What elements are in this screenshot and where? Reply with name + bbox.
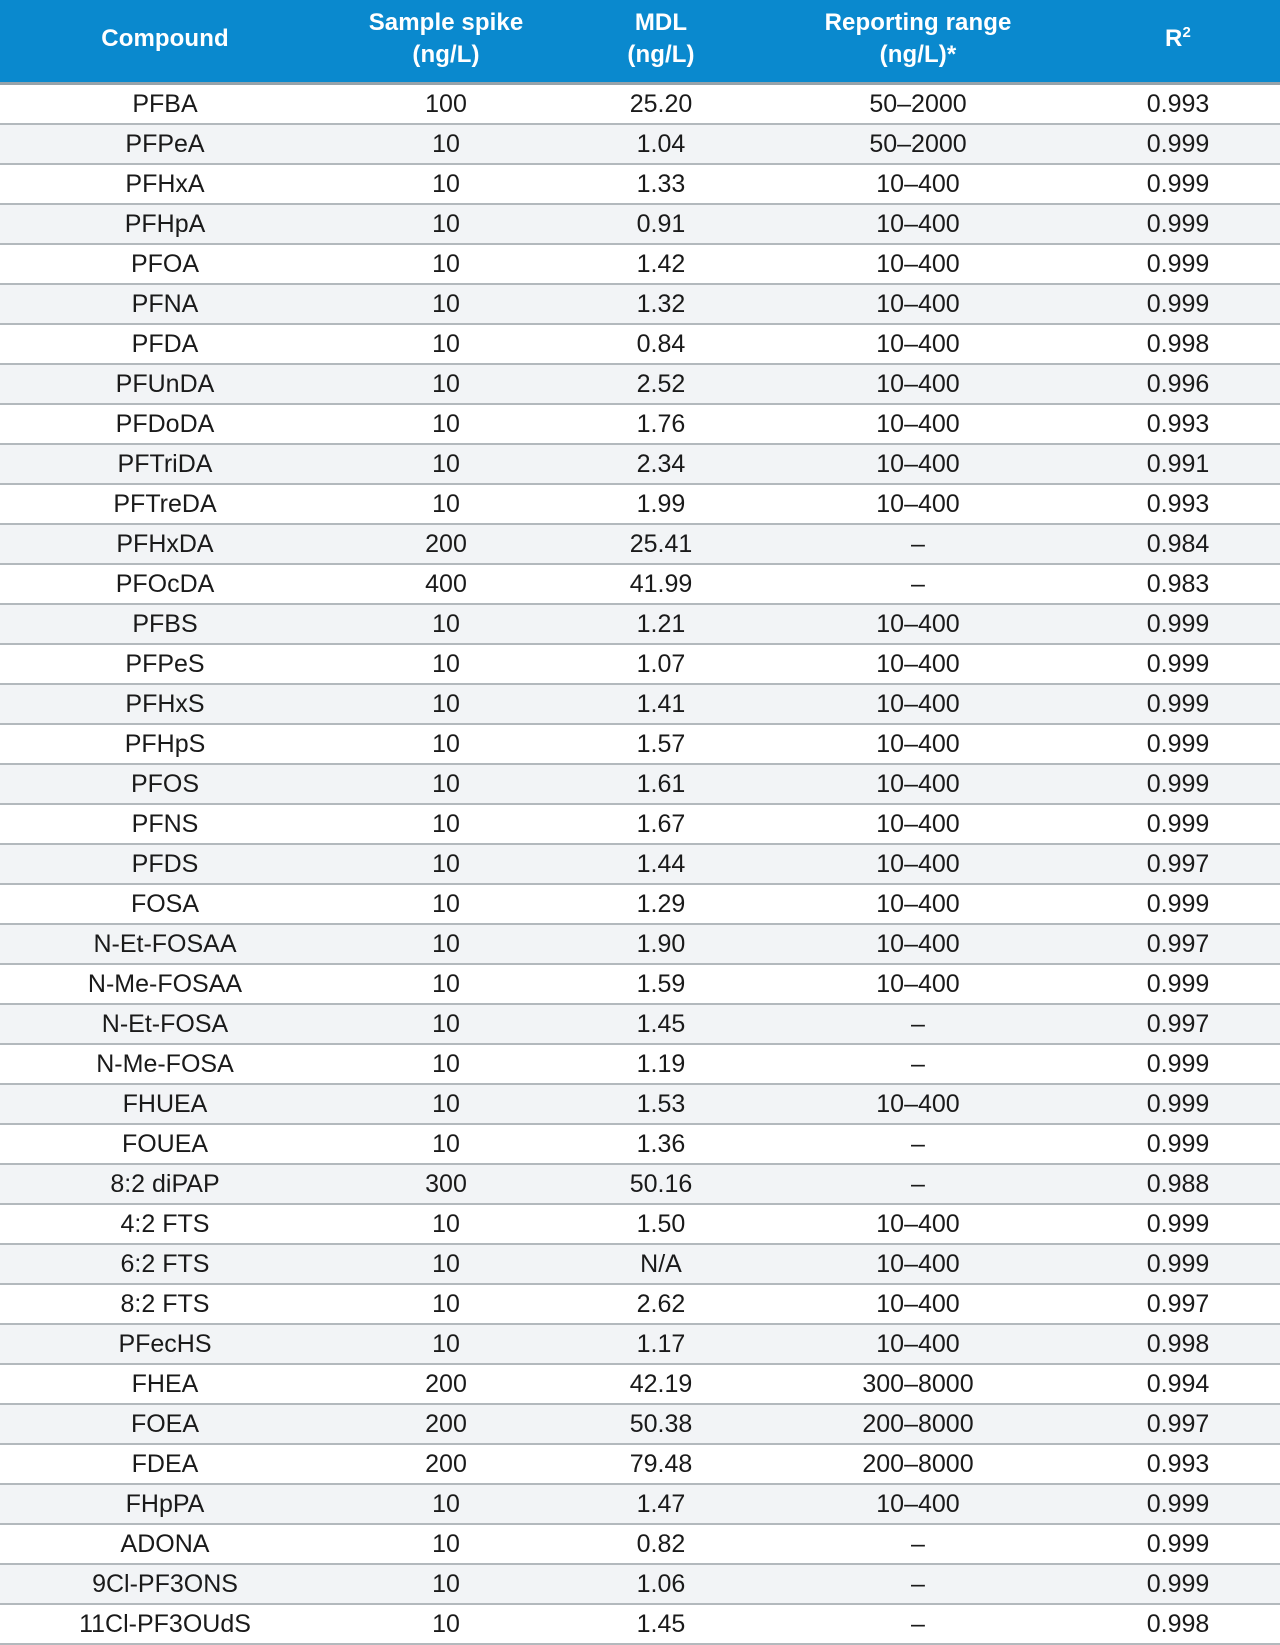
cell-compound: PFNA <box>0 284 330 324</box>
cell-r2: 0.984 <box>1076 524 1280 564</box>
cell-range: 10–400 <box>760 964 1076 1004</box>
cell-r2: 0.999 <box>1076 244 1280 284</box>
cell-mdl: 0.84 <box>562 324 760 364</box>
cell-mdl: 1.53 <box>562 1084 760 1124</box>
cell-range: 10–400 <box>760 684 1076 724</box>
cell-r2: 0.997 <box>1076 924 1280 964</box>
cell-range: – <box>760 1044 1076 1084</box>
cell-r2: 0.998 <box>1076 1604 1280 1644</box>
cell-compound: PFecHS <box>0 1324 330 1364</box>
cell-range: 10–400 <box>760 1084 1076 1124</box>
cell-compound: PFDoDA <box>0 404 330 444</box>
table-row <box>0 1444 1280 1484</box>
cell-compound: PFHxA <box>0 164 330 204</box>
cell-spike: 10 <box>330 324 562 364</box>
cell-spike: 10 <box>330 1604 562 1644</box>
r-squared-exponent: 2 <box>1182 24 1191 42</box>
cell-mdl: 1.29 <box>562 884 760 924</box>
table-row <box>0 804 1280 844</box>
cell-mdl: 2.52 <box>562 364 760 404</box>
cell-r2: 0.991 <box>1076 444 1280 484</box>
cell-mdl: 1.59 <box>562 964 760 1004</box>
cell-range: – <box>760 564 1076 604</box>
cell-mdl: 1.17 <box>562 1324 760 1364</box>
cell-mdl: 1.04 <box>562 124 760 164</box>
cell-r2: 0.999 <box>1076 764 1280 804</box>
column-header-r-squared-line1 <box>1080 23 1276 55</box>
cell-range: – <box>760 1004 1076 1044</box>
cell-compound: FHUEA <box>0 1084 330 1124</box>
cell-range: 200–8000 <box>760 1444 1076 1484</box>
cell-spike: 10 <box>330 844 562 884</box>
table-row <box>0 324 1280 364</box>
cell-mdl: 0.91 <box>562 204 760 244</box>
cell-compound: PFHxDA <box>0 524 330 564</box>
cell-mdl: 25.41 <box>562 524 760 564</box>
cell-compound: FHEA <box>0 1364 330 1404</box>
cell-mdl: 1.90 <box>562 924 760 964</box>
cell-range: 10–400 <box>760 924 1076 964</box>
cell-spike: 10 <box>330 684 562 724</box>
cell-range: 10–400 <box>760 884 1076 924</box>
cell-compound: PFUnDA <box>0 364 330 404</box>
cell-range: 10–400 <box>760 1484 1076 1524</box>
cell-spike: 200 <box>330 524 562 564</box>
table-row <box>0 364 1280 404</box>
cell-range: – <box>760 1604 1076 1644</box>
cell-compound: FOEA <box>0 1404 330 1444</box>
cell-mdl: 79.48 <box>562 1444 760 1484</box>
table-row <box>0 1364 1280 1404</box>
cell-range: 10–400 <box>760 164 1076 204</box>
cell-mdl: N/A <box>562 1244 760 1284</box>
table-row <box>0 604 1280 644</box>
table-row <box>0 1404 1280 1444</box>
cell-range: 10–400 <box>760 764 1076 804</box>
cell-compound: N-Et-FOSAA <box>0 924 330 964</box>
cell-compound: PFHxS <box>0 684 330 724</box>
table-row <box>0 244 1280 284</box>
table-row <box>0 844 1280 884</box>
cell-spike: 10 <box>330 764 562 804</box>
table-row <box>0 1124 1280 1164</box>
cell-range: 10–400 <box>760 324 1076 364</box>
cell-compound: PFOcDA <box>0 564 330 604</box>
cell-r2: 0.999 <box>1076 884 1280 924</box>
cell-spike: 10 <box>330 1524 562 1564</box>
column-header-compound <box>0 0 330 84</box>
cell-r2: 0.999 <box>1076 1524 1280 1564</box>
cell-spike: 10 <box>330 1244 562 1284</box>
column-header-compound-line1: Compound <box>101 25 229 53</box>
cell-spike: 10 <box>330 484 562 524</box>
cell-r2: 0.998 <box>1076 1324 1280 1364</box>
cell-mdl: 1.21 <box>562 604 760 644</box>
table-row <box>0 164 1280 204</box>
column-header-mdl-line2: (ng/L) <box>627 41 695 68</box>
cell-range: 10–400 <box>760 804 1076 844</box>
cell-compound: 4:2 FTS <box>0 1204 330 1244</box>
cell-r2: 0.983 <box>1076 564 1280 604</box>
table-row <box>0 204 1280 244</box>
cell-mdl: 50.16 <box>562 1164 760 1204</box>
cell-spike: 10 <box>330 1284 562 1324</box>
cell-spike: 10 <box>330 724 562 764</box>
cell-r2: 0.993 <box>1076 404 1280 444</box>
cell-compound: PFOA <box>0 244 330 284</box>
cell-mdl: 1.42 <box>562 244 760 284</box>
table-row <box>0 1604 1280 1644</box>
cell-spike: 200 <box>330 1364 562 1404</box>
cell-range: 10–400 <box>760 604 1076 644</box>
cell-spike: 10 <box>330 804 562 844</box>
cell-range: 200–8000 <box>760 1404 1076 1444</box>
cell-range: 10–400 <box>760 484 1076 524</box>
cell-r2: 0.999 <box>1076 644 1280 684</box>
cell-mdl: 1.76 <box>562 404 760 444</box>
cell-range: 50–2000 <box>760 124 1076 164</box>
cell-spike: 10 <box>330 1564 562 1604</box>
cell-spike: 10 <box>330 1204 562 1244</box>
cell-compound: PFHpA <box>0 204 330 244</box>
cell-range: 10–400 <box>760 1204 1076 1244</box>
table-row <box>0 284 1280 324</box>
cell-spike: 10 <box>330 404 562 444</box>
cell-mdl: 1.67 <box>562 804 760 844</box>
cell-mdl: 25.20 <box>562 84 760 125</box>
cell-compound: FOUEA <box>0 1124 330 1164</box>
cell-range: – <box>760 1564 1076 1604</box>
cell-compound: 8:2 FTS <box>0 1284 330 1324</box>
table-row <box>0 1044 1280 1084</box>
cell-spike: 10 <box>330 1044 562 1084</box>
cell-mdl: 1.45 <box>562 1004 760 1044</box>
cell-spike: 10 <box>330 1124 562 1164</box>
cell-range: – <box>760 1524 1076 1564</box>
column-header-reporting-range <box>760 0 1076 84</box>
table-row <box>0 964 1280 1004</box>
column-header-mdl-line1: MDL <box>634 9 688 37</box>
table-row <box>0 1004 1280 1044</box>
cell-compound: 11Cl-PF3OUdS <box>0 1604 330 1644</box>
cell-r2: 0.993 <box>1076 84 1280 125</box>
cell-r2: 0.999 <box>1076 964 1280 1004</box>
cell-spike: 10 <box>330 1084 562 1124</box>
table-row <box>0 1164 1280 1204</box>
cell-r2: 0.999 <box>1076 724 1280 764</box>
cell-r2: 0.999 <box>1076 1044 1280 1084</box>
cell-range: 10–400 <box>760 844 1076 884</box>
cell-r2: 0.999 <box>1076 164 1280 204</box>
cell-spike: 400 <box>330 564 562 604</box>
cell-mdl: 1.41 <box>562 684 760 724</box>
table-row <box>0 564 1280 604</box>
column-header-reporting-range-line2: (ng/L)* <box>879 41 957 68</box>
cell-range: 10–400 <box>760 1324 1076 1364</box>
cell-spike: 10 <box>330 204 562 244</box>
cell-spike: 10 <box>330 964 562 1004</box>
cell-r2: 0.994 <box>1076 1364 1280 1404</box>
cell-r2: 0.999 <box>1076 684 1280 724</box>
cell-r2: 0.999 <box>1076 1564 1280 1604</box>
cell-range: 50–2000 <box>760 84 1076 125</box>
table-row <box>0 484 1280 524</box>
table-row <box>0 684 1280 724</box>
cell-spike: 10 <box>330 364 562 404</box>
column-header-r-squared <box>1076 0 1280 84</box>
cell-spike: 10 <box>330 644 562 684</box>
cell-range: 300–8000 <box>760 1364 1076 1404</box>
cell-mdl: 50.38 <box>562 1404 760 1444</box>
table-row <box>0 764 1280 804</box>
cell-mdl: 42.19 <box>562 1364 760 1404</box>
cell-mdl: 1.50 <box>562 1204 760 1244</box>
cell-mdl: 2.62 <box>562 1284 760 1324</box>
table-row <box>0 1284 1280 1324</box>
cell-spike: 10 <box>330 884 562 924</box>
cell-range: 10–400 <box>760 724 1076 764</box>
table-row <box>0 1564 1280 1604</box>
cell-range: – <box>760 1164 1076 1204</box>
cell-compound: PFTriDA <box>0 444 330 484</box>
column-header-sample-spike-line1: Sample spike <box>368 9 524 37</box>
cell-r2: 0.988 <box>1076 1164 1280 1204</box>
table-row <box>0 444 1280 484</box>
cell-range: 10–400 <box>760 244 1076 284</box>
cell-r2: 0.999 <box>1076 604 1280 644</box>
cell-mdl: 1.45 <box>562 1604 760 1644</box>
cell-spike: 10 <box>330 1324 562 1364</box>
cell-r2: 0.997 <box>1076 844 1280 884</box>
cell-range: 10–400 <box>760 204 1076 244</box>
table-row <box>0 524 1280 564</box>
cell-compound: 9Cl-PF3ONS <box>0 1564 330 1604</box>
cell-r2: 0.999 <box>1076 1124 1280 1164</box>
cell-r2: 0.997 <box>1076 1284 1280 1324</box>
table-row <box>0 1484 1280 1524</box>
cell-compound: PFTreDA <box>0 484 330 524</box>
cell-compound: 8:2 diPAP <box>0 1164 330 1204</box>
cell-compound: FHpPA <box>0 1484 330 1524</box>
cell-mdl: 1.36 <box>562 1124 760 1164</box>
cell-compound: PFOS <box>0 764 330 804</box>
cell-range: 10–400 <box>760 644 1076 684</box>
cell-compound: ADONA <box>0 1524 330 1564</box>
cell-spike: 200 <box>330 1444 562 1484</box>
table-row <box>0 1244 1280 1284</box>
column-header-mdl <box>562 0 760 84</box>
cell-r2: 0.998 <box>1076 324 1280 364</box>
cell-r2: 0.997 <box>1076 1404 1280 1444</box>
cell-range: 10–400 <box>760 1284 1076 1324</box>
column-header-sample-spike <box>330 0 562 84</box>
cell-range: 10–400 <box>760 404 1076 444</box>
cell-compound: PFDA <box>0 324 330 364</box>
cell-compound: N-Et-FOSA <box>0 1004 330 1044</box>
table-body <box>0 84 1280 1645</box>
cell-r2: 0.999 <box>1076 124 1280 164</box>
cell-spike: 100 <box>330 84 562 125</box>
cell-spike: 300 <box>330 1164 562 1204</box>
table-row <box>0 1204 1280 1244</box>
cell-range: – <box>760 1124 1076 1164</box>
cell-r2: 0.999 <box>1076 1244 1280 1284</box>
cell-spike: 10 <box>330 284 562 324</box>
cell-mdl: 1.33 <box>562 164 760 204</box>
column-header-sample-spike-line2: (ng/L) <box>412 41 480 68</box>
table-row <box>0 1324 1280 1364</box>
cell-compound: PFHpS <box>0 724 330 764</box>
cell-compound: 6:2 FTS <box>0 1244 330 1284</box>
table-row <box>0 404 1280 444</box>
cell-r2: 0.993 <box>1076 484 1280 524</box>
cell-compound: PFPeS <box>0 644 330 684</box>
cell-mdl: 1.19 <box>562 1044 760 1084</box>
table-row <box>0 124 1280 164</box>
cell-mdl: 0.82 <box>562 1524 760 1564</box>
cell-spike: 200 <box>330 1404 562 1444</box>
table-row <box>0 884 1280 924</box>
column-header-reporting-range-line1: Reporting range <box>824 9 1012 37</box>
cell-spike: 10 <box>330 924 562 964</box>
table-row <box>0 724 1280 764</box>
cell-r2: 0.999 <box>1076 284 1280 324</box>
table-row <box>0 84 1280 125</box>
cell-spike: 10 <box>330 164 562 204</box>
cell-compound: FOSA <box>0 884 330 924</box>
cell-compound: N-Me-FOSAA <box>0 964 330 1004</box>
r-squared-base: R <box>1165 25 1183 53</box>
cell-range: – <box>760 524 1076 564</box>
cell-r2: 0.999 <box>1076 204 1280 244</box>
cell-spike: 10 <box>330 1484 562 1524</box>
cell-range: 10–400 <box>760 284 1076 324</box>
cell-mdl: 1.06 <box>562 1564 760 1604</box>
cell-compound: N-Me-FOSA <box>0 1044 330 1084</box>
cell-mdl: 1.32 <box>562 284 760 324</box>
cell-compound: FDEA <box>0 1444 330 1484</box>
cell-mdl: 1.07 <box>562 644 760 684</box>
cell-r2: 0.999 <box>1076 1484 1280 1524</box>
cell-range: 10–400 <box>760 444 1076 484</box>
table-row <box>0 644 1280 684</box>
cell-mdl: 41.99 <box>562 564 760 604</box>
cell-spike: 10 <box>330 124 562 164</box>
cell-mdl: 1.47 <box>562 1484 760 1524</box>
cell-r2: 0.999 <box>1076 804 1280 844</box>
cell-r2: 0.993 <box>1076 1444 1280 1484</box>
cell-r2: 0.999 <box>1076 1084 1280 1124</box>
cell-mdl: 1.57 <box>562 724 760 764</box>
cell-range: 10–400 <box>760 1244 1076 1284</box>
cell-r2: 0.999 <box>1076 1204 1280 1244</box>
cell-mdl: 2.34 <box>562 444 760 484</box>
table-header <box>0 0 1280 84</box>
cell-mdl: 1.44 <box>562 844 760 884</box>
cell-r2: 0.996 <box>1076 364 1280 404</box>
cell-compound: PFDS <box>0 844 330 884</box>
cell-spike: 10 <box>330 604 562 644</box>
cell-spike: 10 <box>330 244 562 284</box>
cell-mdl: 1.99 <box>562 484 760 524</box>
cell-compound: PFNS <box>0 804 330 844</box>
table-row <box>0 1084 1280 1124</box>
cell-spike: 10 <box>330 1004 562 1044</box>
header-row <box>0 0 1280 84</box>
cell-compound: PFBA <box>0 84 330 125</box>
cell-compound: PFPeA <box>0 124 330 164</box>
cell-compound: PFBS <box>0 604 330 644</box>
table-row <box>0 1524 1280 1564</box>
cell-spike: 10 <box>330 444 562 484</box>
table-row <box>0 924 1280 964</box>
cell-r2: 0.997 <box>1076 1004 1280 1044</box>
cell-mdl: 1.61 <box>562 764 760 804</box>
cell-range: 10–400 <box>760 364 1076 404</box>
